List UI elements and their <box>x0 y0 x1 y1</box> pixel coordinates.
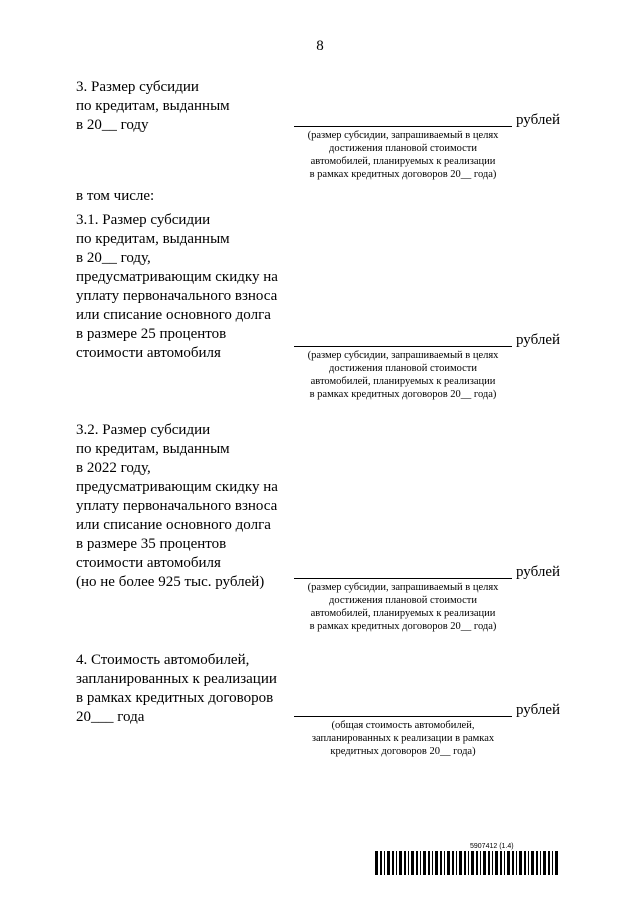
item-3-blank-line <box>294 126 512 127</box>
item-4-blank-line <box>294 716 512 717</box>
item-3-2-caption: (размер субсидии, запрашиваемый в целях достижения плановой стоимости автомобилей, планируемых к реализации в рамках кредитных договоров 20__ года) <box>307 582 499 632</box>
item-3-1-label: 3.1. Размер субсидии по кредитам, выданным в 20__ году, предусматривающим скидку на уплату первоначального взноса или списание основного долга в размере 25 процентов стоимости автомобиля <box>76 212 278 361</box>
including-label: в том числе: <box>76 188 155 204</box>
item-4-label: 4. Стоимость автомобилей, запланированных к реализации в рамках кредитных договоров 20___ года <box>76 652 277 725</box>
item-4-unit: рублей <box>516 702 561 718</box>
item-3-caption: (размер субсидии, запрашиваемый в целях достижения плановой стоимости автомобилей, планируемых к реализации в рамках кредитных договоров 20__ года) <box>307 130 499 180</box>
barcode-image <box>375 851 561 875</box>
item-3-2-blank-line <box>294 578 512 579</box>
item-3-2-label: 3.2. Размер субсидии по кредитам, выданным в 2022 году, предусматривающим скидку на уплату первоначального взноса или списание основного долга в размере 35 процентов стоимости автомобиля (но не более 925 тыс. рублей) <box>76 422 278 590</box>
item-3-1-caption: (размер субсидии, запрашиваемый в целях достижения плановой стоимости автомобилей, планируемых к реализации в рамках кредитных договоров 20__ года) <box>307 350 499 400</box>
item-3-1-unit: рублей <box>516 332 561 348</box>
item-3-1-blank-line <box>294 346 512 347</box>
item-3-label: 3. Размер субсидии по кредитам, выданным в 20__ году <box>76 79 230 133</box>
item-3-unit: рублей <box>516 112 561 128</box>
barcode-number: 5907412 (1.4) <box>470 843 514 850</box>
item-3-2-unit: рублей <box>516 564 561 580</box>
item-4-caption: (общая стоимость автомобилей, запланированных к реализации в рамках кредитных договоров 20__ года) <box>311 720 495 757</box>
page-number: 8 <box>316 38 324 54</box>
